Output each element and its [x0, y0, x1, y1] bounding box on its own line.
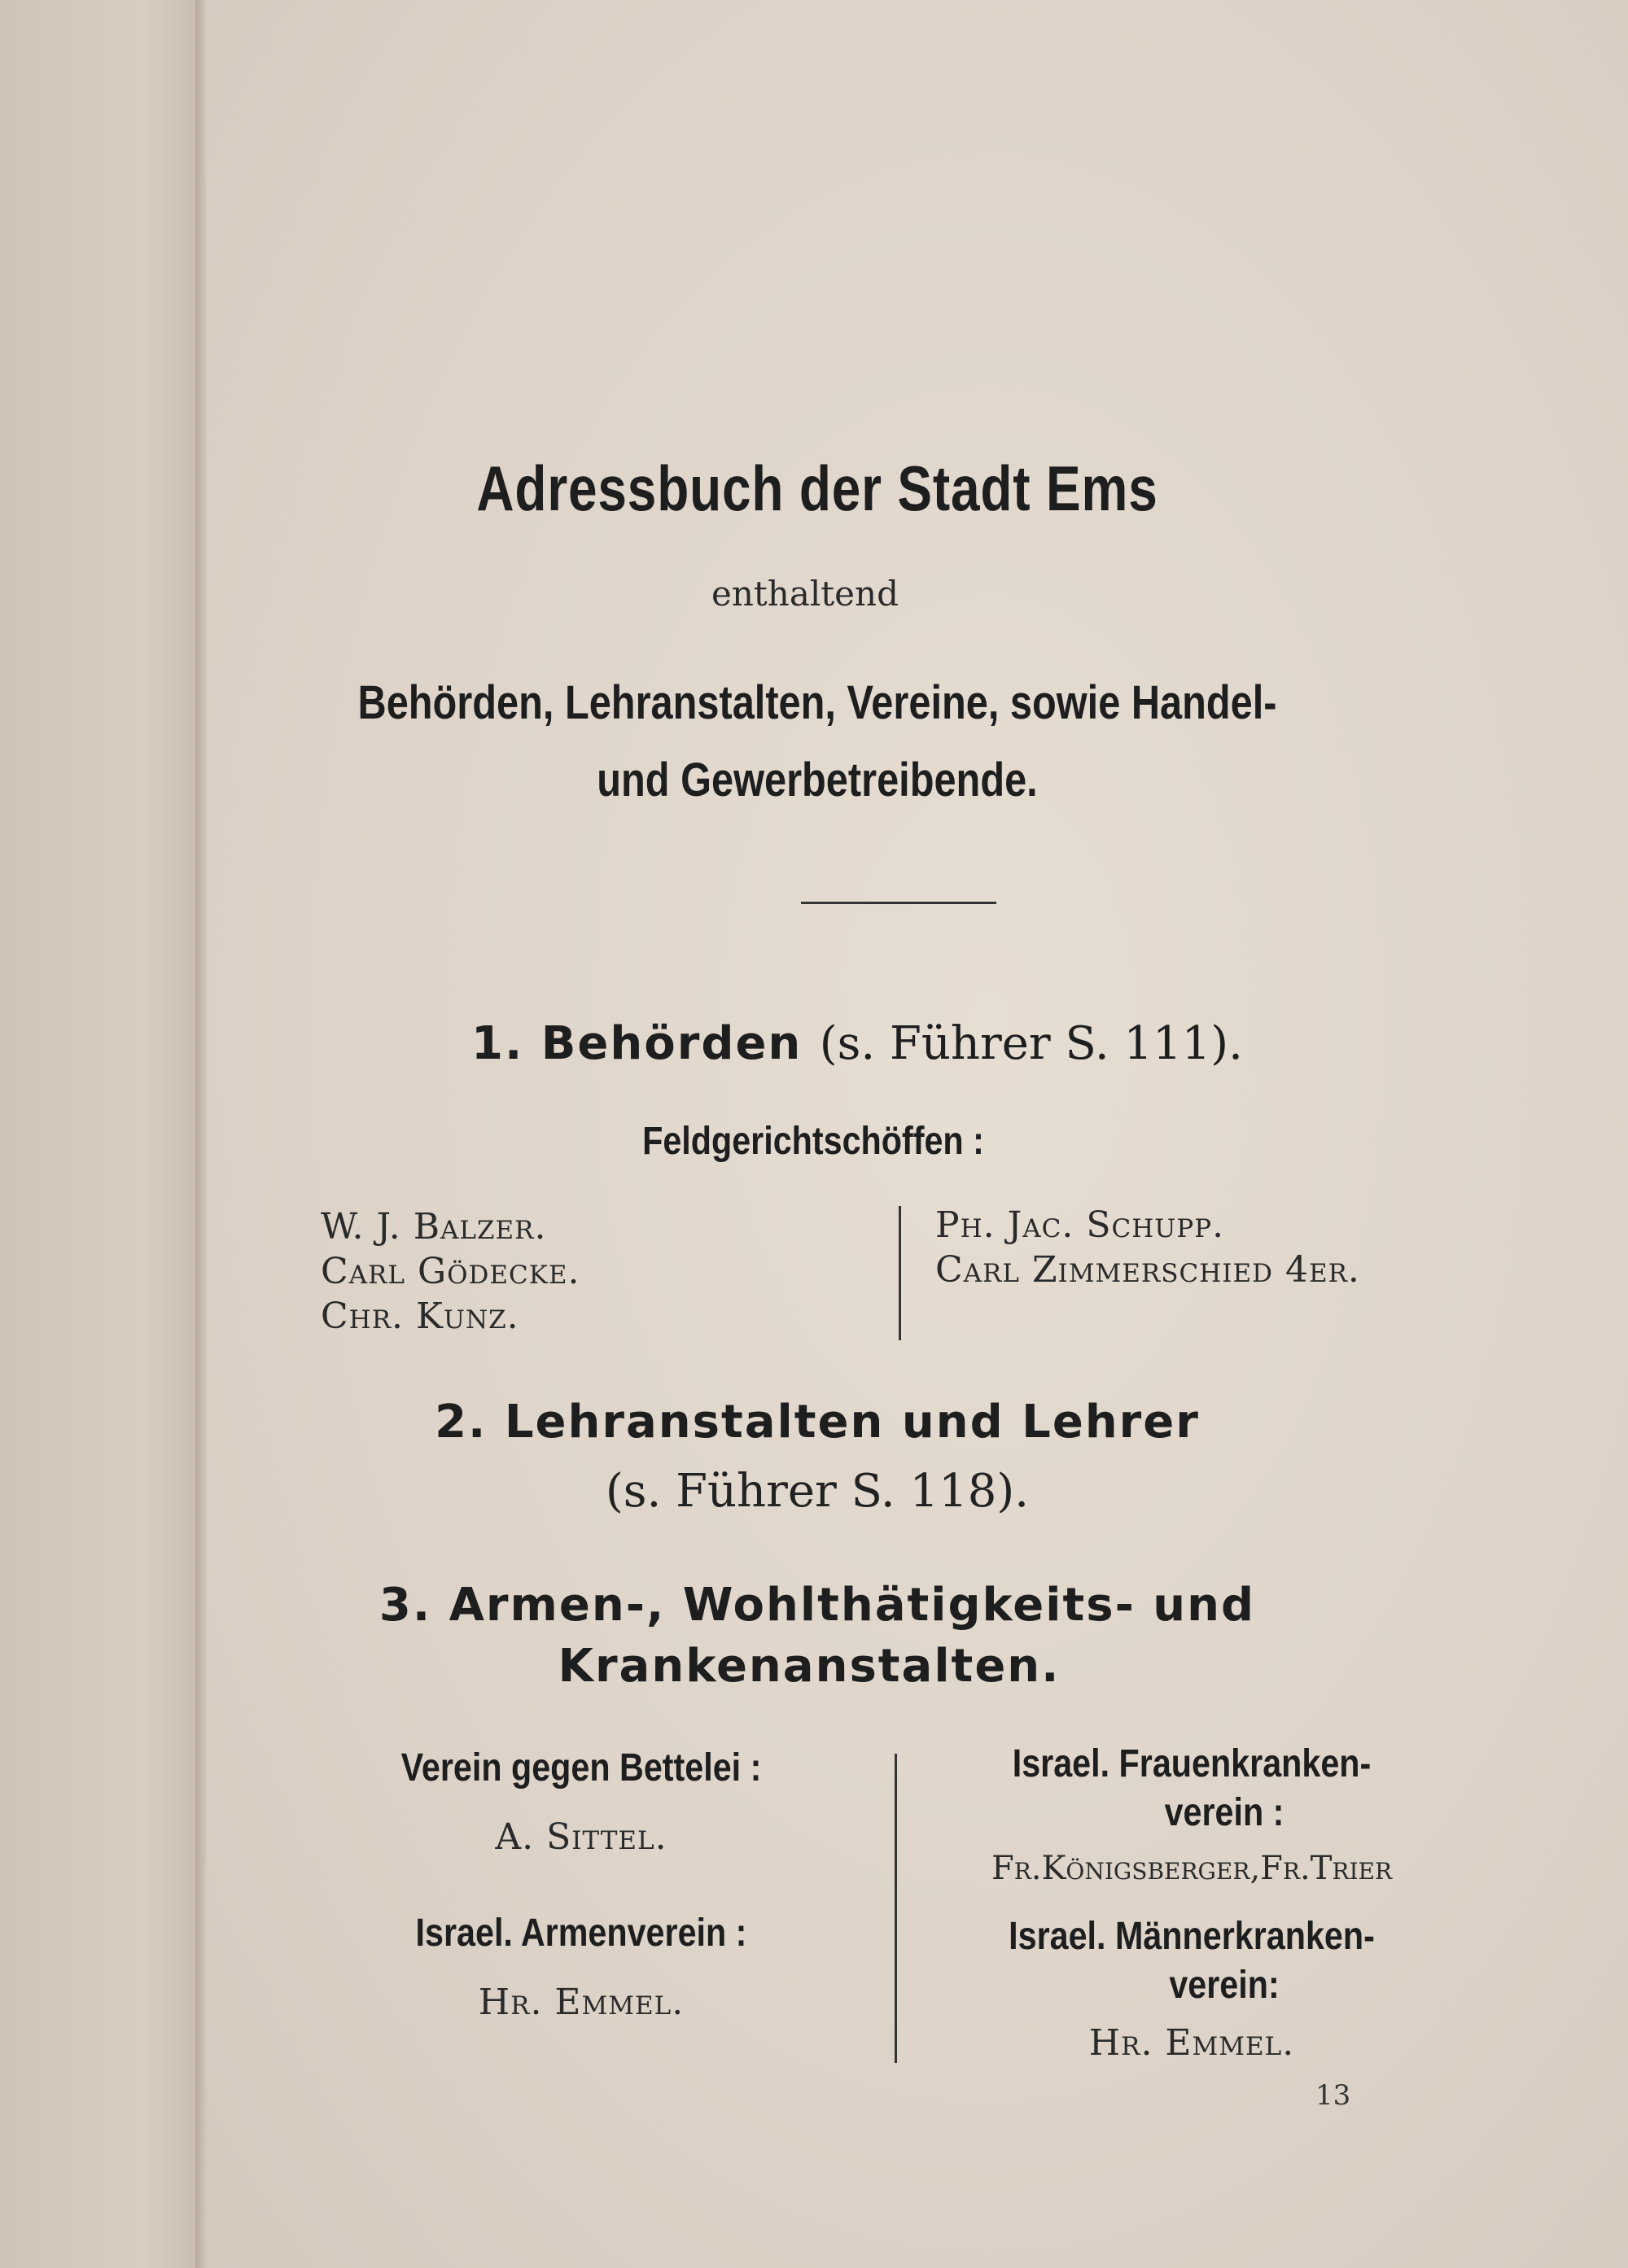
org-label: verein :: [1164, 1791, 1284, 1834]
name-entry: Ph. Jac. Schupp.: [935, 1204, 1225, 1246]
name-list-right: [935, 1203, 1360, 1292]
org-label: verein:: [1169, 1964, 1280, 2007]
section-1-title: 1. Behörden: [471, 1017, 803, 1070]
section-3-heading-line-1: 3. Armen-, Wohlthätigkeits- und: [379, 1579, 1256, 1632]
name-entry: Carl Gödecke.: [321, 1251, 580, 1292]
section-2-heading: 2. Lehranstalten und Lehrer: [435, 1396, 1200, 1449]
page-title: Adressbuch der Stadt Ems: [476, 452, 1158, 524]
org-label: Israel. Männerkranken-: [1009, 1915, 1375, 1958]
section-1-reference: (s. Führer S. 111).: [819, 1017, 1243, 1070]
divider-rule: [801, 902, 996, 904]
section-1-subheading: Feldgerichtschöffen :: [642, 1120, 984, 1163]
org-person: Hr. Emmel.: [478, 1982, 685, 2023]
facing-page: [0, 0, 204, 2268]
org-label: Israel. Frauenkranken-: [1012, 1742, 1372, 1785]
name-entry: Carl Zimmerschied 4er.: [935, 1249, 1360, 1291]
document-page: [207, 0, 1628, 2268]
book-gutter: [195, 0, 207, 2268]
column-divider: [899, 1206, 901, 1340]
org-person: Fr.Königsberger,Fr.Trier: [991, 1850, 1393, 1887]
org-label: Verein gegen Bettelei :: [400, 1746, 762, 1789]
name-list-left: [321, 1204, 580, 1339]
column-divider: [895, 1754, 897, 2063]
section-1-heading: [471, 1017, 1243, 1070]
subtitle: enthaltend: [711, 574, 899, 614]
org-person: A. Sittel.: [495, 1816, 667, 1858]
intro-line-2: und Gewerbetreibende.: [597, 754, 1038, 806]
section-2-reference: (s. Führer S. 118).: [605, 1465, 1030, 1518]
page-number: 13: [1315, 2079, 1351, 2112]
section-3-heading-line-2: Krankenanstalten.: [558, 1640, 1061, 1693]
org-person: Hr. Emmel.: [1088, 2022, 1295, 2064]
org-label: Israel. Armenverein :: [415, 1912, 747, 1955]
intro-line-1: Behörden, Lehranstalten, Vereine, sowie Handel-: [357, 676, 1277, 729]
name-entry: W. J. Balzer.: [321, 1206, 547, 1248]
name-entry: Chr. Kunz.: [321, 1296, 519, 1337]
